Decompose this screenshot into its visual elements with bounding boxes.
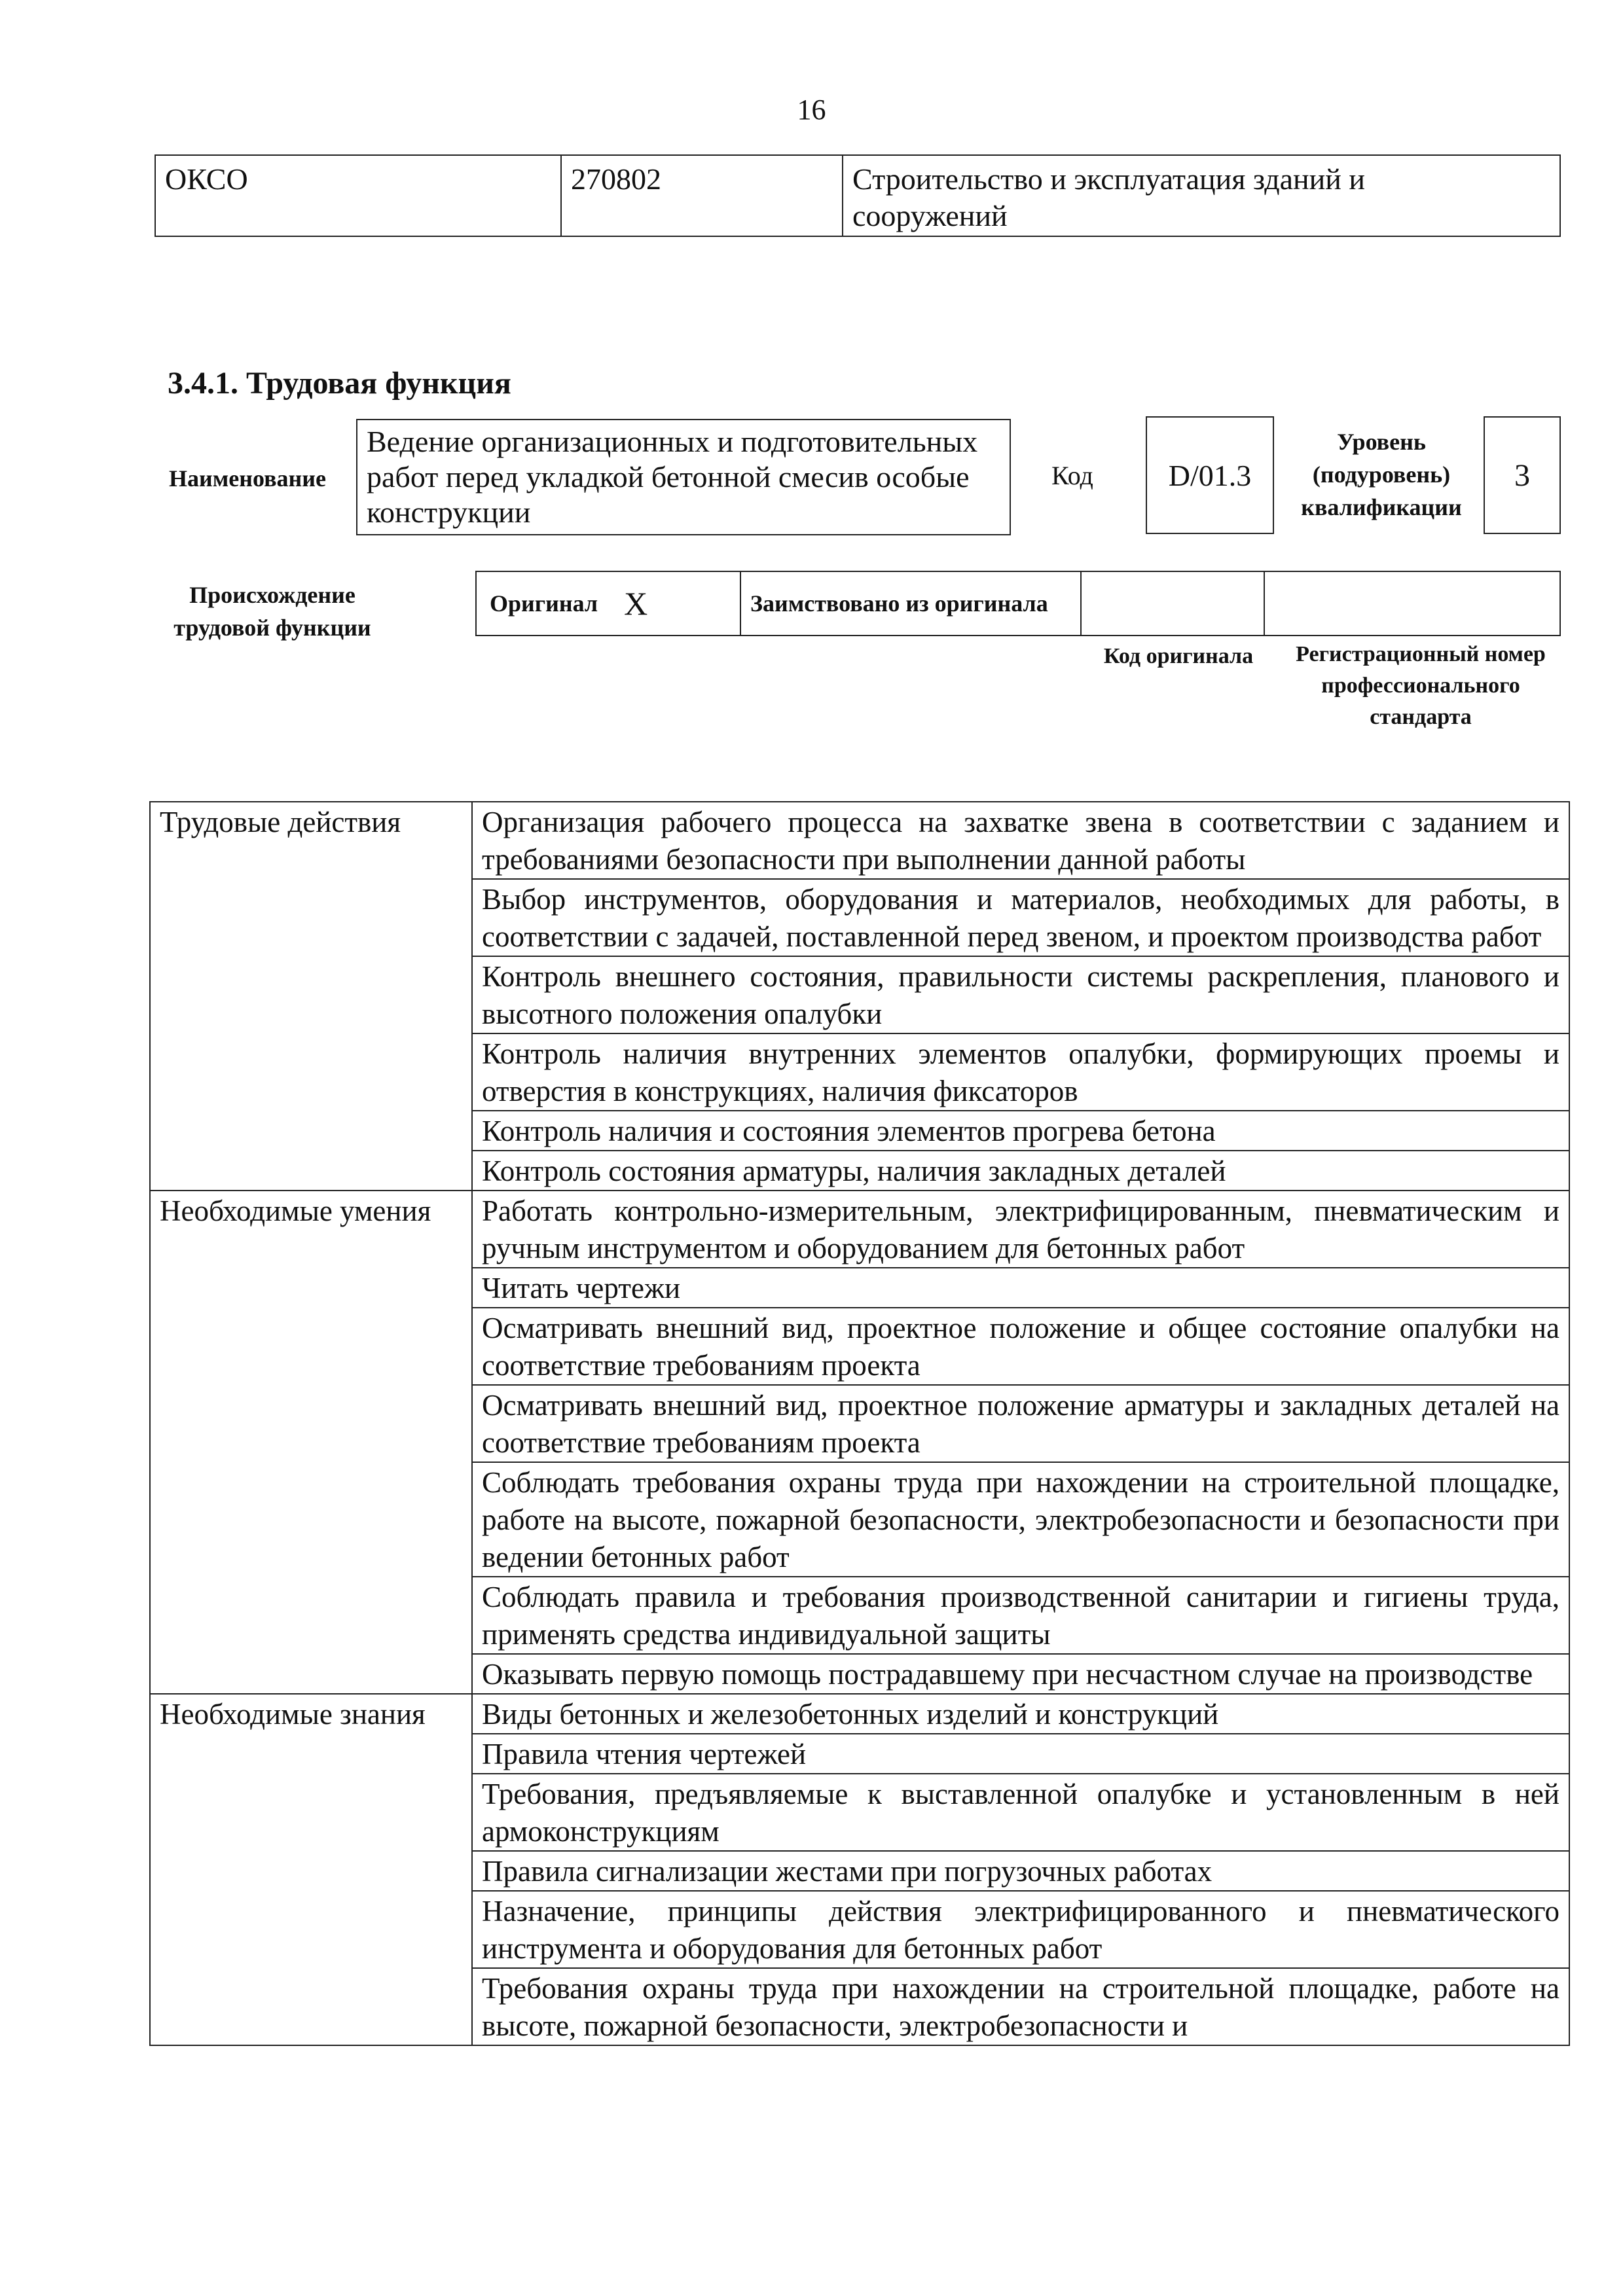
group-header: Необходимые умения xyxy=(150,1191,472,1694)
table-row xyxy=(150,802,1569,879)
origin-original-mark: X xyxy=(624,585,648,622)
function-name: Ведение организационных и подготовительных работ перед укладкой бетонной смесив особые конструкции xyxy=(356,419,1011,535)
okso-table xyxy=(155,154,1561,237)
list-item: Осматривать внешний вид, проектное положение арматуры и закладных деталей на соответствие требованиям проекта xyxy=(472,1385,1569,1462)
list-item: Соблюдать правила и требования производственной санитарии и гигиены труда, применять средства индивидуальной защиты xyxy=(472,1577,1569,1654)
list-item: Контроль наличия внутренних элементов опалубки, формирующих проемы и отверстия в конструкциях, наличия фиксаторов xyxy=(472,1033,1569,1111)
origin-original-label: Оригинал xyxy=(490,590,598,617)
list-item: Организация рабочего процесса на захватке звена в соответствии с заданием и требованиями безопасности при выполнении данной работы xyxy=(472,802,1569,879)
qualification-level: 3 xyxy=(1484,416,1561,534)
origin-reg-cell xyxy=(1265,572,1559,635)
list-item: Правила чтения чертежей xyxy=(472,1734,1569,1774)
naming-label: Наименование xyxy=(169,465,326,492)
page-number: 16 xyxy=(797,94,826,126)
table-row xyxy=(150,1191,1569,1268)
origin-borrowed-label: Заимствовано из оригинала xyxy=(741,572,1082,635)
code-label: Код xyxy=(1051,461,1093,490)
list-item: Правила сигнализации жестами при погрузочных работах xyxy=(472,1851,1569,1891)
list-item: Осматривать внешний вид, проектное положение и общее состояние опалубки на соответствие требованиям проекта xyxy=(472,1308,1569,1385)
section-title: 3.4.1. Трудовая функция xyxy=(168,366,511,401)
origin-table xyxy=(475,571,1561,636)
list-item: Назначение, принципы действия электрифицированного и пневматического инструмента и оборудования для бетонных работ xyxy=(472,1891,1569,1968)
list-item: Читать чертежи xyxy=(472,1268,1569,1308)
list-item: Виды бетонных и железобетонных изделий и конструкций xyxy=(472,1694,1569,1734)
level-label: Уровень (подуровень) квалификации xyxy=(1301,429,1462,520)
labor-function-table xyxy=(149,801,1570,2046)
okso-label: ОКСО xyxy=(156,156,562,236)
list-item: Требования охраны труда при нахождении на строительной площадке, работе на высоте, пожарной безопасности, электробезопасности и xyxy=(472,1968,1569,2045)
group-header: Трудовые действия xyxy=(150,802,472,1191)
list-item: Работать контрольно-измерительным, электрифицированным, пневматическим и ручным инструментом и оборудованием для бетонных работ xyxy=(472,1191,1569,1268)
list-item: Требования, предъявляемые к выставленной опалубке и установленным в ней армоконструкциям xyxy=(472,1774,1569,1851)
okso-code: 270802 xyxy=(562,156,843,236)
list-item: Выбор инструментов, оборудования и материалов, необходимых для работы, в соответствии с задачей, поставленной перед звеном, и проектом производства работ xyxy=(472,879,1569,956)
function-code: D/01.3 xyxy=(1146,416,1274,534)
reg-number-caption: Регистрационный номер профессионального стандарта xyxy=(1296,642,1546,729)
group-header: Необходимые знания xyxy=(150,1694,472,2045)
origin-original-cell xyxy=(477,572,741,635)
code-original-caption: Код оригинала xyxy=(1103,644,1254,668)
list-item: Соблюдать требования охраны труда при нахождении на строительной площадке, работе на высоте, пожарной безопасности, электробезопасности и безопасности при ведении бетонных работ xyxy=(472,1462,1569,1577)
origin-label: Происхождение трудовой функции xyxy=(173,582,371,641)
okso-name: Строительство и эксплуатация зданий и сооружений xyxy=(852,162,1366,232)
list-item: Контроль состояния арматуры, наличия закладных деталей xyxy=(472,1151,1569,1191)
origin-code-cell xyxy=(1082,572,1265,635)
list-item: Оказывать первую помощь пострадавшему при несчастном случае на производстве xyxy=(472,1654,1569,1694)
table-row xyxy=(150,1694,1569,1734)
list-item: Контроль наличия и состояния элементов прогрева бетона xyxy=(472,1111,1569,1151)
list-item: Контроль внешнего состояния, правильности системы раскрепления, планового и высотного положения опалубки xyxy=(472,956,1569,1033)
